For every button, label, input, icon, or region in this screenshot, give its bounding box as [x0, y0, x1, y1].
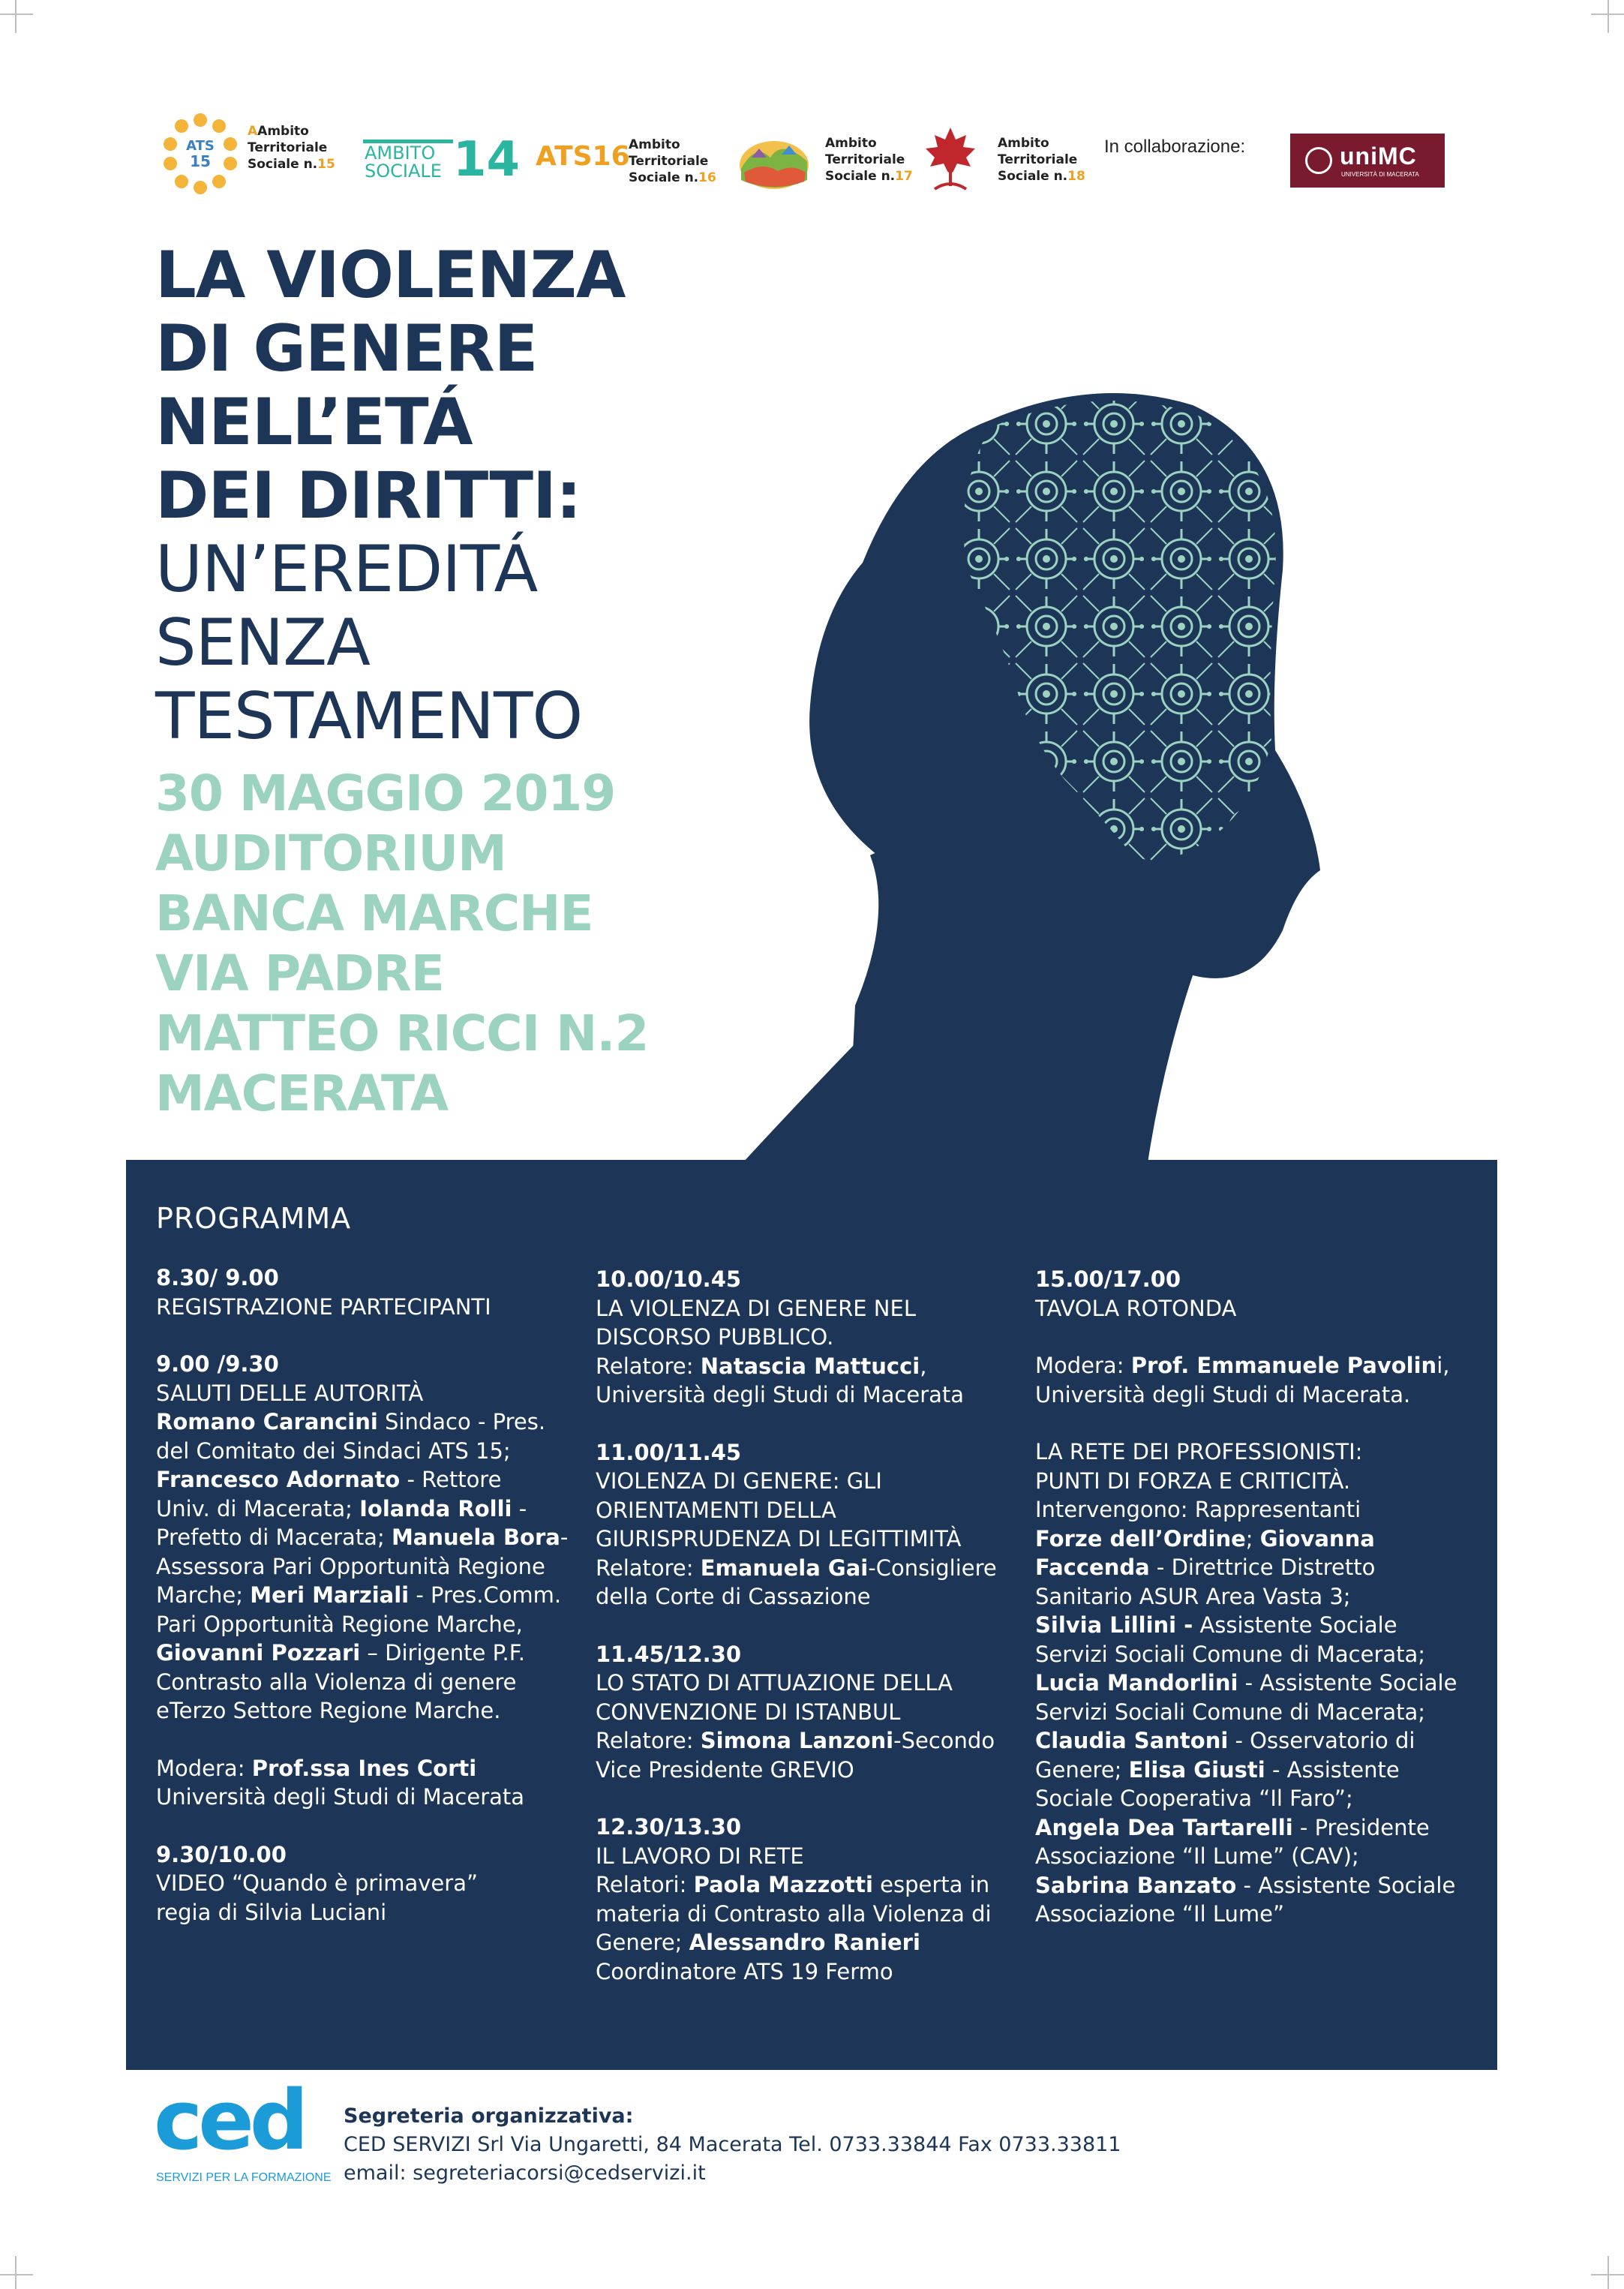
- program-text: eTerzo Settore Regione Marche.: [156, 1698, 501, 1723]
- speaker-name: Francesco Adornato: [156, 1467, 401, 1492]
- program-text: LO STATO DI ATTUAZIONE DELLA: [596, 1670, 953, 1696]
- program-item: [156, 1840, 576, 1927]
- ats17-label: [825, 135, 913, 185]
- program-column-3: [1035, 1265, 1455, 1957]
- program-item: [596, 1265, 1016, 1410]
- speaker-name: Giovanni Pozzari: [156, 1640, 361, 1666]
- program-item: [156, 1263, 576, 1321]
- program-text: Prefetto di Macerata;: [156, 1524, 392, 1550]
- ats15-label: AAmbito Territoriale Sociale n.15: [248, 124, 335, 172]
- ats18-line3: Sociale n.: [998, 169, 1068, 184]
- speaker-name: Emanuela Gai: [700, 1555, 869, 1581]
- speaker-name: Paola Mazzotti: [693, 1872, 873, 1897]
- subtitle-line: UN’EREDITÁ: [155, 532, 538, 607]
- program-item: [596, 1640, 1016, 1785]
- program-text: VIOLENZA DI GENERE: GLI: [596, 1468, 882, 1494]
- event-details: [155, 764, 830, 1124]
- program-text: Associazione “Il Lume”: [1035, 1901, 1285, 1927]
- program-text: Pari Opportunità Regione Marche,: [156, 1611, 523, 1637]
- program-text: Sociale Cooperativa “Il Faro”;: [1035, 1786, 1353, 1811]
- ats16-word: ATS16: [536, 141, 630, 172]
- partner-logos: [0, 113, 1624, 210]
- organizer-info: [344, 2102, 1121, 2188]
- ats15-line3: Sociale n.: [248, 157, 318, 172]
- program-text: Sindaco - Pres.: [377, 1409, 546, 1434]
- unimc-word: uniMC: [1340, 143, 1417, 170]
- program-text: – Dirigente P.F.: [360, 1640, 526, 1666]
- crop-mark: [15, 0, 17, 33]
- program-text: Univ. di Macerata;: [156, 1495, 360, 1521]
- program-text: - Direttrice Distretto: [1149, 1555, 1376, 1580]
- program-text: regia di Silvia Luciani: [156, 1899, 387, 1925]
- unimc-logo: [1290, 134, 1445, 188]
- event-address-line: VIA PADRE: [155, 945, 444, 1002]
- crop-mark: [15, 2256, 17, 2289]
- program-text: GIURISPRUDENZA DI LEGITTIMITÀ: [596, 1526, 962, 1552]
- event-address-line: MATTEO RICCI N.2: [155, 1005, 649, 1062]
- ats16-num: 16: [698, 170, 716, 185]
- ats18-num: 18: [1067, 169, 1085, 184]
- program-text: LA RETE DEI PROFESSIONISTI:: [1035, 1439, 1363, 1464]
- program-time: 12.30/13.30: [596, 1814, 742, 1840]
- program-text: Relatore:: [596, 1555, 701, 1581]
- crop-mark: [1607, 2256, 1609, 2289]
- ambito-sociale-14-logo-icon: [362, 129, 528, 182]
- program-text: Associazione “Il Lume” (CAV);: [1035, 1843, 1359, 1869]
- program-text: Relatore:: [596, 1728, 701, 1753]
- program-text: Vice Presidente GREVIO: [596, 1756, 854, 1783]
- woman-silhouette-illustration: [743, 390, 1463, 1163]
- speaker-name: Prof. Emmanuele Pavolin: [1130, 1353, 1437, 1378]
- ats15-num: 15: [317, 157, 335, 172]
- program-text: Università degli Studi di Macerata.: [1035, 1381, 1411, 1407]
- speaker-name: Elisa Giusti: [1128, 1756, 1265, 1783]
- program-column-2: [596, 1265, 1016, 2014]
- unimc-seal-icon: [1305, 147, 1332, 174]
- program-text: - Pres.Comm.: [409, 1582, 562, 1608]
- crop-mark: [0, 2274, 33, 2275]
- program-text: Coordinatore ATS 19 Fermo: [596, 1958, 893, 1984]
- program-item: [596, 1813, 1016, 1986]
- ced-logo: ced: [154, 2072, 305, 2168]
- program-text: Marche;: [156, 1582, 251, 1608]
- svg-text:SOCIALE: SOCIALE: [365, 161, 442, 182]
- event-title: [155, 239, 830, 753]
- program-item: [156, 1350, 576, 1726]
- program-text: del Comitato dei Sindaci ATS 15;: [156, 1437, 511, 1464]
- collaboration-label: In collaborazione:: [1104, 137, 1246, 157]
- ats16-line1: Ambito: [629, 137, 680, 152]
- program-text: Servizi Sociali Comune di Macerata;: [1035, 1641, 1426, 1667]
- ats15-line2: Territoriale: [248, 140, 328, 155]
- program-time: 8.30/ 9.00: [156, 1265, 279, 1290]
- speaker-name: Claudia Santoni: [1035, 1728, 1229, 1753]
- program-text: Università degli Studi di Macerata: [596, 1382, 965, 1407]
- speaker-name: Prof.ssa Ines Corti: [251, 1755, 477, 1781]
- svg-text:14: 14: [453, 132, 521, 182]
- speaker-name: Giovanna: [1259, 1525, 1375, 1552]
- title-line: LA VIOLENZA: [155, 238, 626, 313]
- ats17-landscape-icon: [737, 128, 812, 195]
- program-text: Genere;: [596, 1930, 689, 1955]
- event-venue-line: AUDITORIUM: [155, 825, 506, 882]
- event-venue-line: BANCA MARCHE: [155, 885, 593, 942]
- program-text: -Consigliere: [868, 1555, 997, 1581]
- organizer-address: CED SERVIZI Srl Via Ungaretti, 84 Macerata Tel. 0733.33844 Fax 0733.33811: [344, 2133, 1121, 2156]
- program-text: esperta in: [872, 1872, 990, 1897]
- ats18-line1: Ambito: [998, 136, 1049, 151]
- speaker-name: Manuela Bora: [391, 1524, 560, 1550]
- speaker-name: Romano Carancini: [156, 1409, 378, 1434]
- ats17-num: 17: [895, 169, 913, 184]
- program-text: Sanitario ASUR Area Vasta 3;: [1035, 1583, 1351, 1609]
- speaker-name: Silvia Lillini -: [1035, 1612, 1193, 1638]
- program-text: Relatore:: [596, 1353, 701, 1379]
- program-text: - Presidente: [1292, 1814, 1430, 1840]
- svg-text:AMBITO: AMBITO: [365, 143, 436, 164]
- program-text: PUNTI DI FORZA E CRITICITÀ.: [1035, 1467, 1351, 1494]
- subtitle-line: TESTAMENTO: [155, 679, 583, 754]
- program-text: TAVOLA ROTONDA: [1035, 1295, 1237, 1321]
- ats18-leaf-icon: [924, 126, 977, 194]
- program-text: SALUTI DELLE AUTORITÀ: [156, 1380, 424, 1406]
- program-item: [1035, 1437, 1455, 1929]
- program-time: 9.00 /9.30: [156, 1351, 279, 1377]
- speaker-name: Simona Lanzoni: [700, 1728, 894, 1753]
- program-text: Assistente Sociale: [1193, 1612, 1397, 1638]
- svg-text:15: 15: [190, 152, 211, 170]
- program-text: materia di Contrasto alla Violenza di: [596, 1900, 992, 1927]
- program-time: 10.00/10.45: [596, 1266, 742, 1292]
- ats18-line2: Territoriale: [998, 152, 1078, 167]
- program-text: Servizi Sociali Comune di Macerata;: [1035, 1699, 1426, 1725]
- event-city: MACERATA: [155, 1065, 449, 1122]
- speaker-name: Iolanda Rolli: [359, 1495, 512, 1521]
- speaker-name: Angela Dea Tartarelli: [1035, 1814, 1293, 1840]
- program-text: Modera:: [1035, 1353, 1131, 1378]
- ats17-line1: Ambito: [825, 136, 877, 151]
- event-date: 30 MAGGIO 2019: [155, 765, 616, 822]
- organizer-email: email: segreteriacorsi@cedservizi.it: [344, 2161, 706, 2185]
- title-line: DI GENERE: [155, 311, 538, 386]
- speaker-name: Forze dell’Ordine: [1035, 1525, 1246, 1552]
- program-panel: [126, 1160, 1497, 2070]
- speaker-name: Meri Marziali: [250, 1582, 410, 1608]
- program-text: -: [512, 1495, 527, 1521]
- program-text: CONVENZIONE DI ISTANBUL: [596, 1699, 901, 1725]
- program-time: 11.45/12.30: [596, 1641, 742, 1667]
- program-text: Assessora Pari Opportunità Regione: [156, 1553, 545, 1579]
- program-time: 9.30/10.00: [156, 1841, 287, 1867]
- program-time: 11.00/11.45: [596, 1439, 742, 1465]
- program-heading: PROGRAMMA: [156, 1202, 352, 1235]
- program-text: DISCORSO PUBBLICO.: [596, 1324, 834, 1350]
- program-text: della Corte di Cassazione: [596, 1584, 871, 1609]
- title-line: NELL’ETÁ: [155, 385, 473, 460]
- program-text: - Assistente: [1265, 1756, 1400, 1783]
- speaker-name: Faccenda: [1035, 1555, 1150, 1580]
- ats17-line2: Territoriale: [825, 152, 905, 167]
- ced-logo-subtitle: SERVIZI PER LA FORMAZIONE: [156, 2171, 332, 2184]
- program-text: Università degli Studi di Macerata: [156, 1784, 525, 1810]
- program-time: 15.00/17.00: [1035, 1266, 1181, 1292]
- program-text: Intervengono: Rappresentanti: [1035, 1497, 1361, 1522]
- program-text: Modera:: [156, 1755, 252, 1781]
- program-text: -Secondo: [893, 1728, 995, 1753]
- ats15-logo-icon: [159, 113, 242, 195]
- program-text: VIDEO “Quando è primavera”: [156, 1870, 478, 1896]
- title-line: DEI DIRITTI:: [155, 458, 581, 533]
- program-text: Relatori:: [596, 1872, 694, 1897]
- program-text: ORIENTAMENTI DELLA: [596, 1497, 836, 1523]
- program-item: [156, 1754, 576, 1812]
- program-text: - Assistente Sociale: [1238, 1670, 1457, 1696]
- unimc-subtitle: UNIVERSITÀ DI MACERATA: [1341, 171, 1419, 178]
- ats17-line3: Sociale n.: [825, 169, 896, 184]
- svg-text:ATS: ATS: [186, 138, 215, 154]
- program-item: [1035, 1351, 1455, 1409]
- program-text: ;: [1245, 1525, 1260, 1552]
- program-text: IL LAVORO DI RETE: [596, 1843, 804, 1869]
- speaker-name: Natascia Mattucci: [700, 1353, 920, 1379]
- program-text: LA VIOLENZA DI GENERE NEL: [596, 1295, 916, 1321]
- program-text: REGISTRAZIONE PARTECIPANTI: [156, 1293, 491, 1320]
- subtitle-line: SENZA: [155, 605, 371, 680]
- program-text: Contrasto alla Violenza di genere: [156, 1669, 517, 1695]
- ats16-line3: Sociale n.: [629, 170, 699, 185]
- program-text: Genere;: [1035, 1756, 1129, 1783]
- crop-mark: [1607, 0, 1609, 33]
- program-text: i,: [1436, 1353, 1450, 1378]
- speaker-name: Sabrina Banzato: [1035, 1872, 1237, 1898]
- speaker-name: Alessandro Ranieri: [689, 1930, 920, 1955]
- program-text: -: [560, 1524, 569, 1550]
- ats18-label: [998, 135, 1085, 185]
- program-text: - Osservatorio di: [1228, 1728, 1415, 1753]
- program-text: ,: [920, 1353, 927, 1379]
- speaker-name: Lucia Mandorlini: [1035, 1670, 1238, 1696]
- program-item: [1035, 1265, 1455, 1323]
- program-text: - Rettore: [400, 1467, 502, 1492]
- program-text: - Assistente Sociale: [1236, 1872, 1456, 1898]
- ats16-line2: Territoriale: [629, 154, 709, 169]
- organizer-heading: Segreteria organizzativa:: [344, 2104, 634, 2128]
- crop-mark: [0, 14, 33, 15]
- ats16-label: [629, 137, 716, 186]
- program-item: [596, 1438, 1016, 1612]
- program-column-1: [156, 1263, 576, 1955]
- ats15-line1: Ambito: [257, 124, 309, 139]
